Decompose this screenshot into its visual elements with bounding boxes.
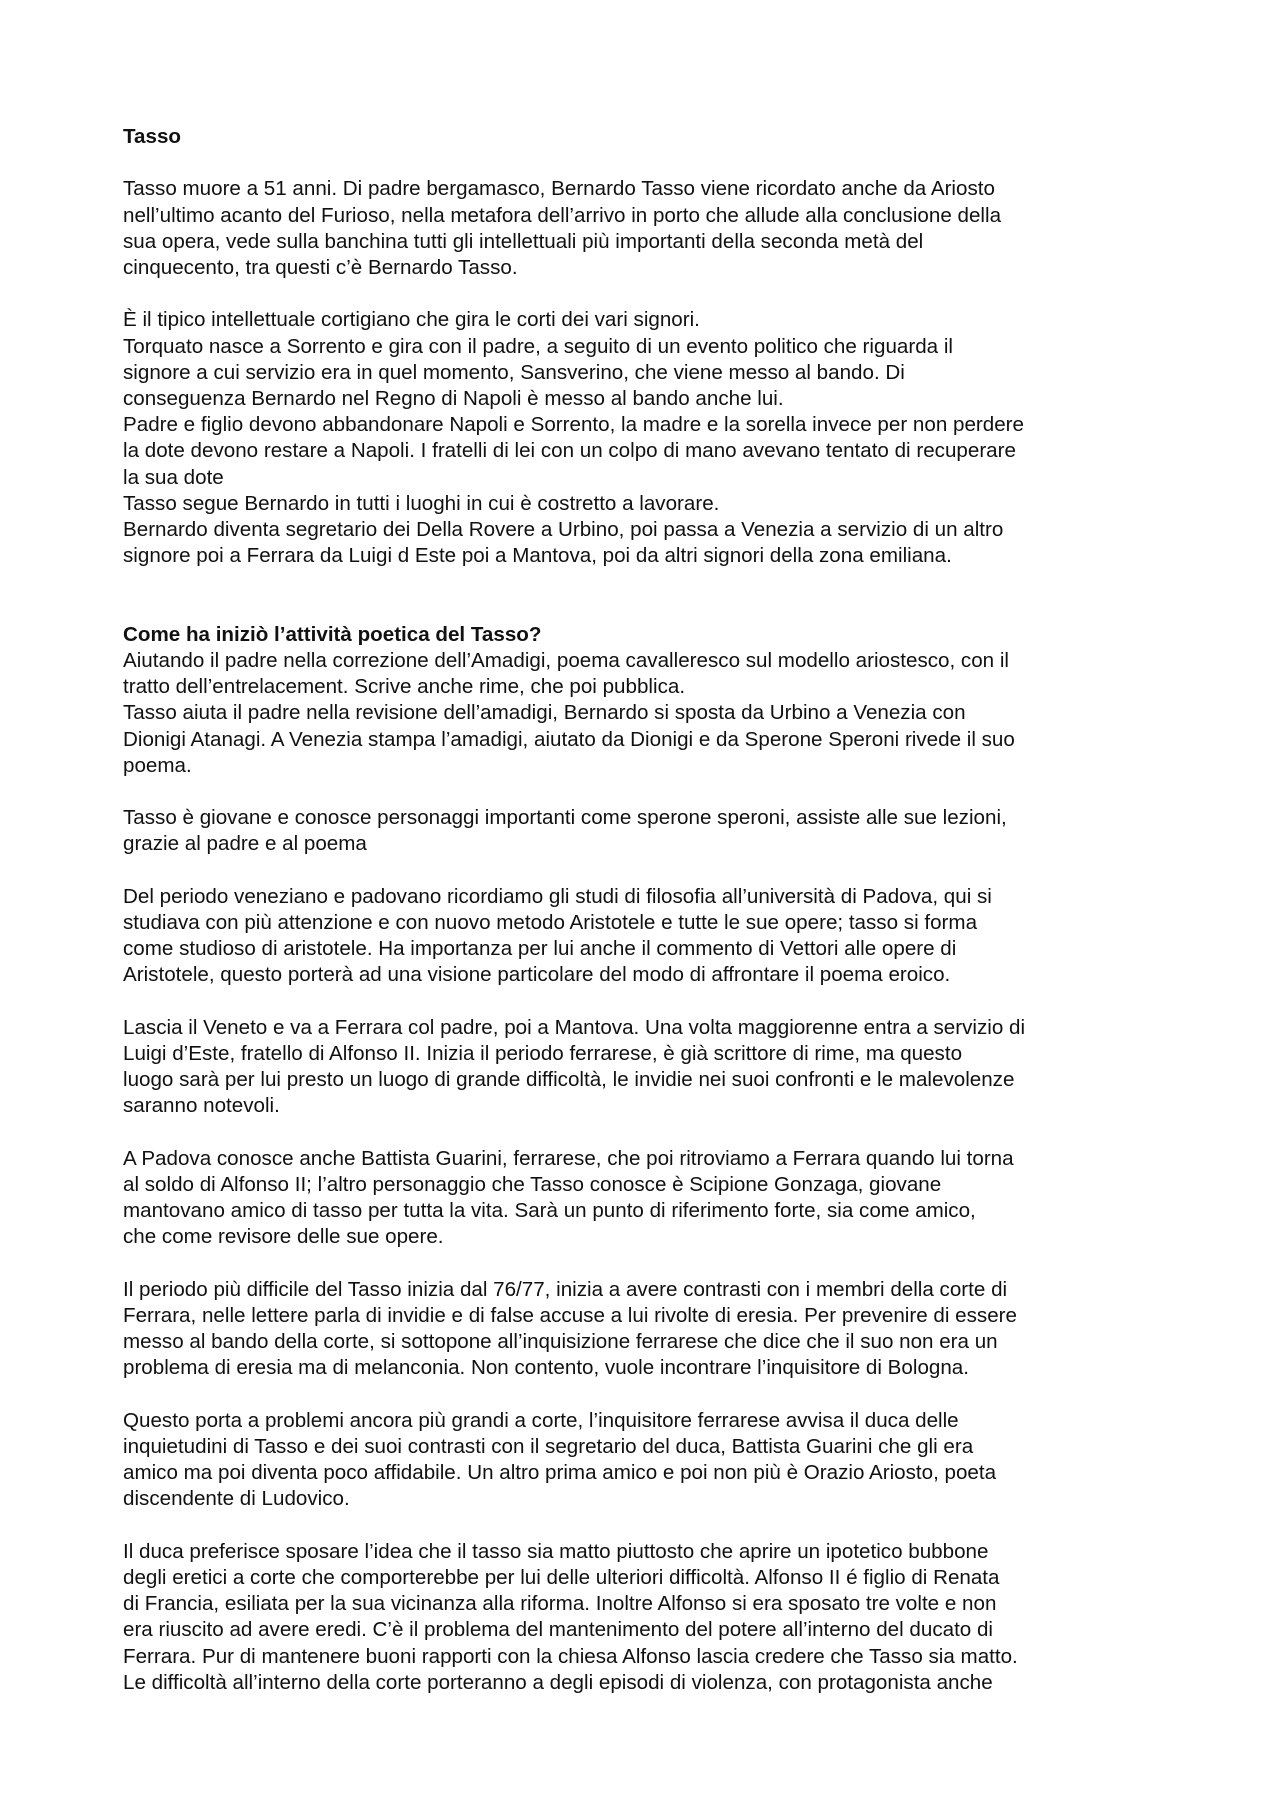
text-line: mantovano amico di tasso per tutta la vita. Sarà un punto di riferimento forte, sia come amico, (123, 1199, 976, 1223)
paragraph-3 (123, 648, 1183, 779)
paragraph-8 (123, 1277, 1183, 1382)
text-line: Il periodo più difficile del Tasso inizia dal 76/77, inizia a avere contrasti con i membri della corte di (123, 1277, 1008, 1301)
section-heading (123, 622, 1183, 648)
text-line: È il tipico intellettuale cortigiano che gira le corti dei vari signori. (123, 308, 700, 332)
text-line: Dionigi Atanagi. A Venezia stampa l’amadigi, aiutato da Dionigi e da Sperone Speroni rivede il suo (123, 727, 1015, 751)
paragraph-6 (123, 1015, 1183, 1120)
paragraph-5 (123, 884, 1183, 989)
paragraph-spacer (123, 1382, 1183, 1408)
document-title (123, 124, 1183, 150)
text-line: signore poi a Ferrara da Luigi d Este poi a Mantova, poi da altri signori della zona emiliana. (123, 544, 952, 568)
paragraph-9 (123, 1408, 1183, 1513)
text-line: Tasso è giovane e conosce personaggi importanti come sperone speroni, assiste alle sue lezioni, (123, 806, 1007, 830)
paragraph-4 (123, 805, 1183, 857)
paragraph-spacer (123, 989, 1183, 1015)
text-line: era riuscito ad avere eredi. C’è il problema del mantenimento del potere all’interno del ducato di (123, 1618, 994, 1642)
paragraph-2 (123, 307, 1183, 569)
text-line: luogo sarà per lui presto un luogo di grande difficoltà, le invidie nei suoi confronti e le malevolenze (123, 1068, 1015, 1092)
text-line: grazie al padre e al poema (123, 832, 367, 856)
text-line: signore a cui servizio era in quel momento, Sansverino, che viene messo al bando. Di (123, 360, 905, 384)
text-line: Aiutando il padre nella correzione dell’Amadigi, poema cavalleresco sul modello ariostesco, con il (123, 649, 1010, 673)
text-line: saranno notevoli. (123, 1094, 280, 1118)
text-line: poema. (123, 753, 192, 777)
text-line: tratto dell’entrelacement. Scrive anche rime, che poi pubblica. (123, 675, 686, 699)
text-line: A Padova conosce anche Battista Guarini, ferrarese, che poi ritroviamo a Ferrara quando lui torna (123, 1146, 1014, 1170)
text-line: Ferrara, nelle lettere parla di invidie e di false accuse a lui rivolte di eresia. Per prevenire di essere (123, 1304, 1017, 1328)
text-line: inquietudini di Tasso e dei suoi contrasti con il segretario del duca, Battista Guarini che gli era (123, 1435, 974, 1459)
paragraph-spacer (123, 779, 1183, 805)
text-line: come studioso di aristotele. Ha importanza per lui anche il commento di Vettori alle opere di (123, 937, 957, 961)
text-line: Padre e figlio devono abbandonare Napoli e Sorrento, la madre e la sorella invece per non perdere (123, 413, 1024, 437)
document-page (123, 124, 1183, 1696)
paragraph-spacer (123, 1513, 1183, 1539)
text-line: studiava con più attenzione e con nuovo metodo Aristotele e tutte le sue opere; tasso si forma (123, 911, 978, 935)
text-line: che come revisore delle sue opere. (123, 1225, 444, 1249)
text-line: cinquecento, tra questi c’è Bernardo Tasso. (123, 256, 518, 279)
paragraph-spacer (123, 858, 1183, 884)
text-line: Ferrara. Pur di mantenere buoni rapporti con la chiesa Alfonso lascia credere che Tasso sia matto. (123, 1644, 1018, 1668)
paragraph-spacer (123, 569, 1183, 621)
text-line: Tasso (123, 125, 181, 148)
text-line: Tasso segue Bernardo in tutti i luoghi in cui è costretto a lavorare. (123, 491, 720, 515)
text-line: Lascia il Veneto e va a Ferrara col padre, poi a Mantova. Una volta maggiorenne entra a servizio di (123, 1015, 1026, 1039)
text-line: Bernardo diventa segretario dei Della Rovere a Urbino, poi passa a Venezia a servizio di un altro (123, 518, 1004, 542)
text-line: Del periodo veneziano e padovano ricordiamo gli studi di filosofia all’università di Padova, qui si (123, 884, 992, 908)
text-line: nell’ultimo acanto del Furioso, nella metafora dell’arrivo in porto che allude alla conclusione della (123, 203, 1002, 227)
text-line: Aristotele, questo porterà ad una visione particolare del modo di affrontare il poema eroico. (123, 963, 951, 987)
text-line: Come ha iniziò l’attività poetica del Tasso? (123, 622, 542, 646)
text-line: Le difficoltà all’interno della corte porteranno a degli episodi di violenza, con protagonista anche (123, 1670, 993, 1694)
text-line: Tasso muore a 51 anni. Di padre bergamasco, Bernardo Tasso viene ricordato anche da Ariosto (123, 177, 995, 201)
paragraph-spacer (123, 1120, 1183, 1146)
text-line: discendente di Ludovico. (123, 1487, 350, 1511)
text-line: al soldo di Alfonso II; l’altro personaggio che Tasso conosce è Scipione Gonzaga, giovane (123, 1173, 942, 1197)
text-line: sua opera, vede sulla banchina tutti gli intellettuali più importanti della seconda metà del (123, 229, 924, 253)
text-line: conseguenza Bernardo nel Regno di Napoli è messo al bando anche lui. (123, 387, 784, 410)
paragraph-spacer (123, 150, 1183, 176)
paragraph-1 (123, 176, 1183, 281)
text-line: la dote devono restare a Napoli. I fratelli di lei con un colpo di mano avevano tentato di recuperare (123, 439, 1016, 463)
text-line: amico ma poi diventa poco affidabile. Un altro prima amico e poi non più è Orazio Ariosto, poeta (123, 1461, 997, 1485)
text-line: Torquato nasce a Sorrento e gira con il padre, a seguito di un evento politico che riguarda il (123, 334, 953, 358)
text-line: di Francia, esiliata per la sua vicinanza alla riforma. Inoltre Alfonso si era sposato tre volte e non (123, 1592, 997, 1616)
text-line: Luigi d’Este, fratello di Alfonso II. Inizia il periodo ferrarese, è già scrittore di rime, ma questo (123, 1042, 963, 1066)
paragraph-10 (123, 1539, 1183, 1696)
paragraph-7 (123, 1146, 1183, 1251)
text-line: messo al bando della corte, si sottopone all’inquisizione ferrarese che dice che il suo non era un (123, 1330, 998, 1354)
text-line: problema di eresia ma di melanconia. Non contento, vuole incontrare l’inquisitore di Bologna. (123, 1356, 969, 1380)
paragraph-spacer (123, 281, 1183, 307)
text-line: Tasso aiuta il padre nella revisione dell’amadigi, Bernardo si sposta da Urbino a Venezia con (123, 701, 966, 725)
paragraph-spacer (123, 1251, 1183, 1277)
text-line: la sua dote (123, 465, 224, 489)
text-line: Il duca preferisce sposare l’idea che il tasso sia matto piuttosto che aprire un ipotetico bubbone (123, 1539, 989, 1563)
text-line: degli eretici a corte che comporterebbe per lui delle ulteriori difficoltà. Alfonso II é figlio di Renata (123, 1566, 1000, 1590)
text-line: Questo porta a problemi ancora più grandi a corte, l’inquisitore ferrarese avvisa il duca delle (123, 1408, 959, 1432)
